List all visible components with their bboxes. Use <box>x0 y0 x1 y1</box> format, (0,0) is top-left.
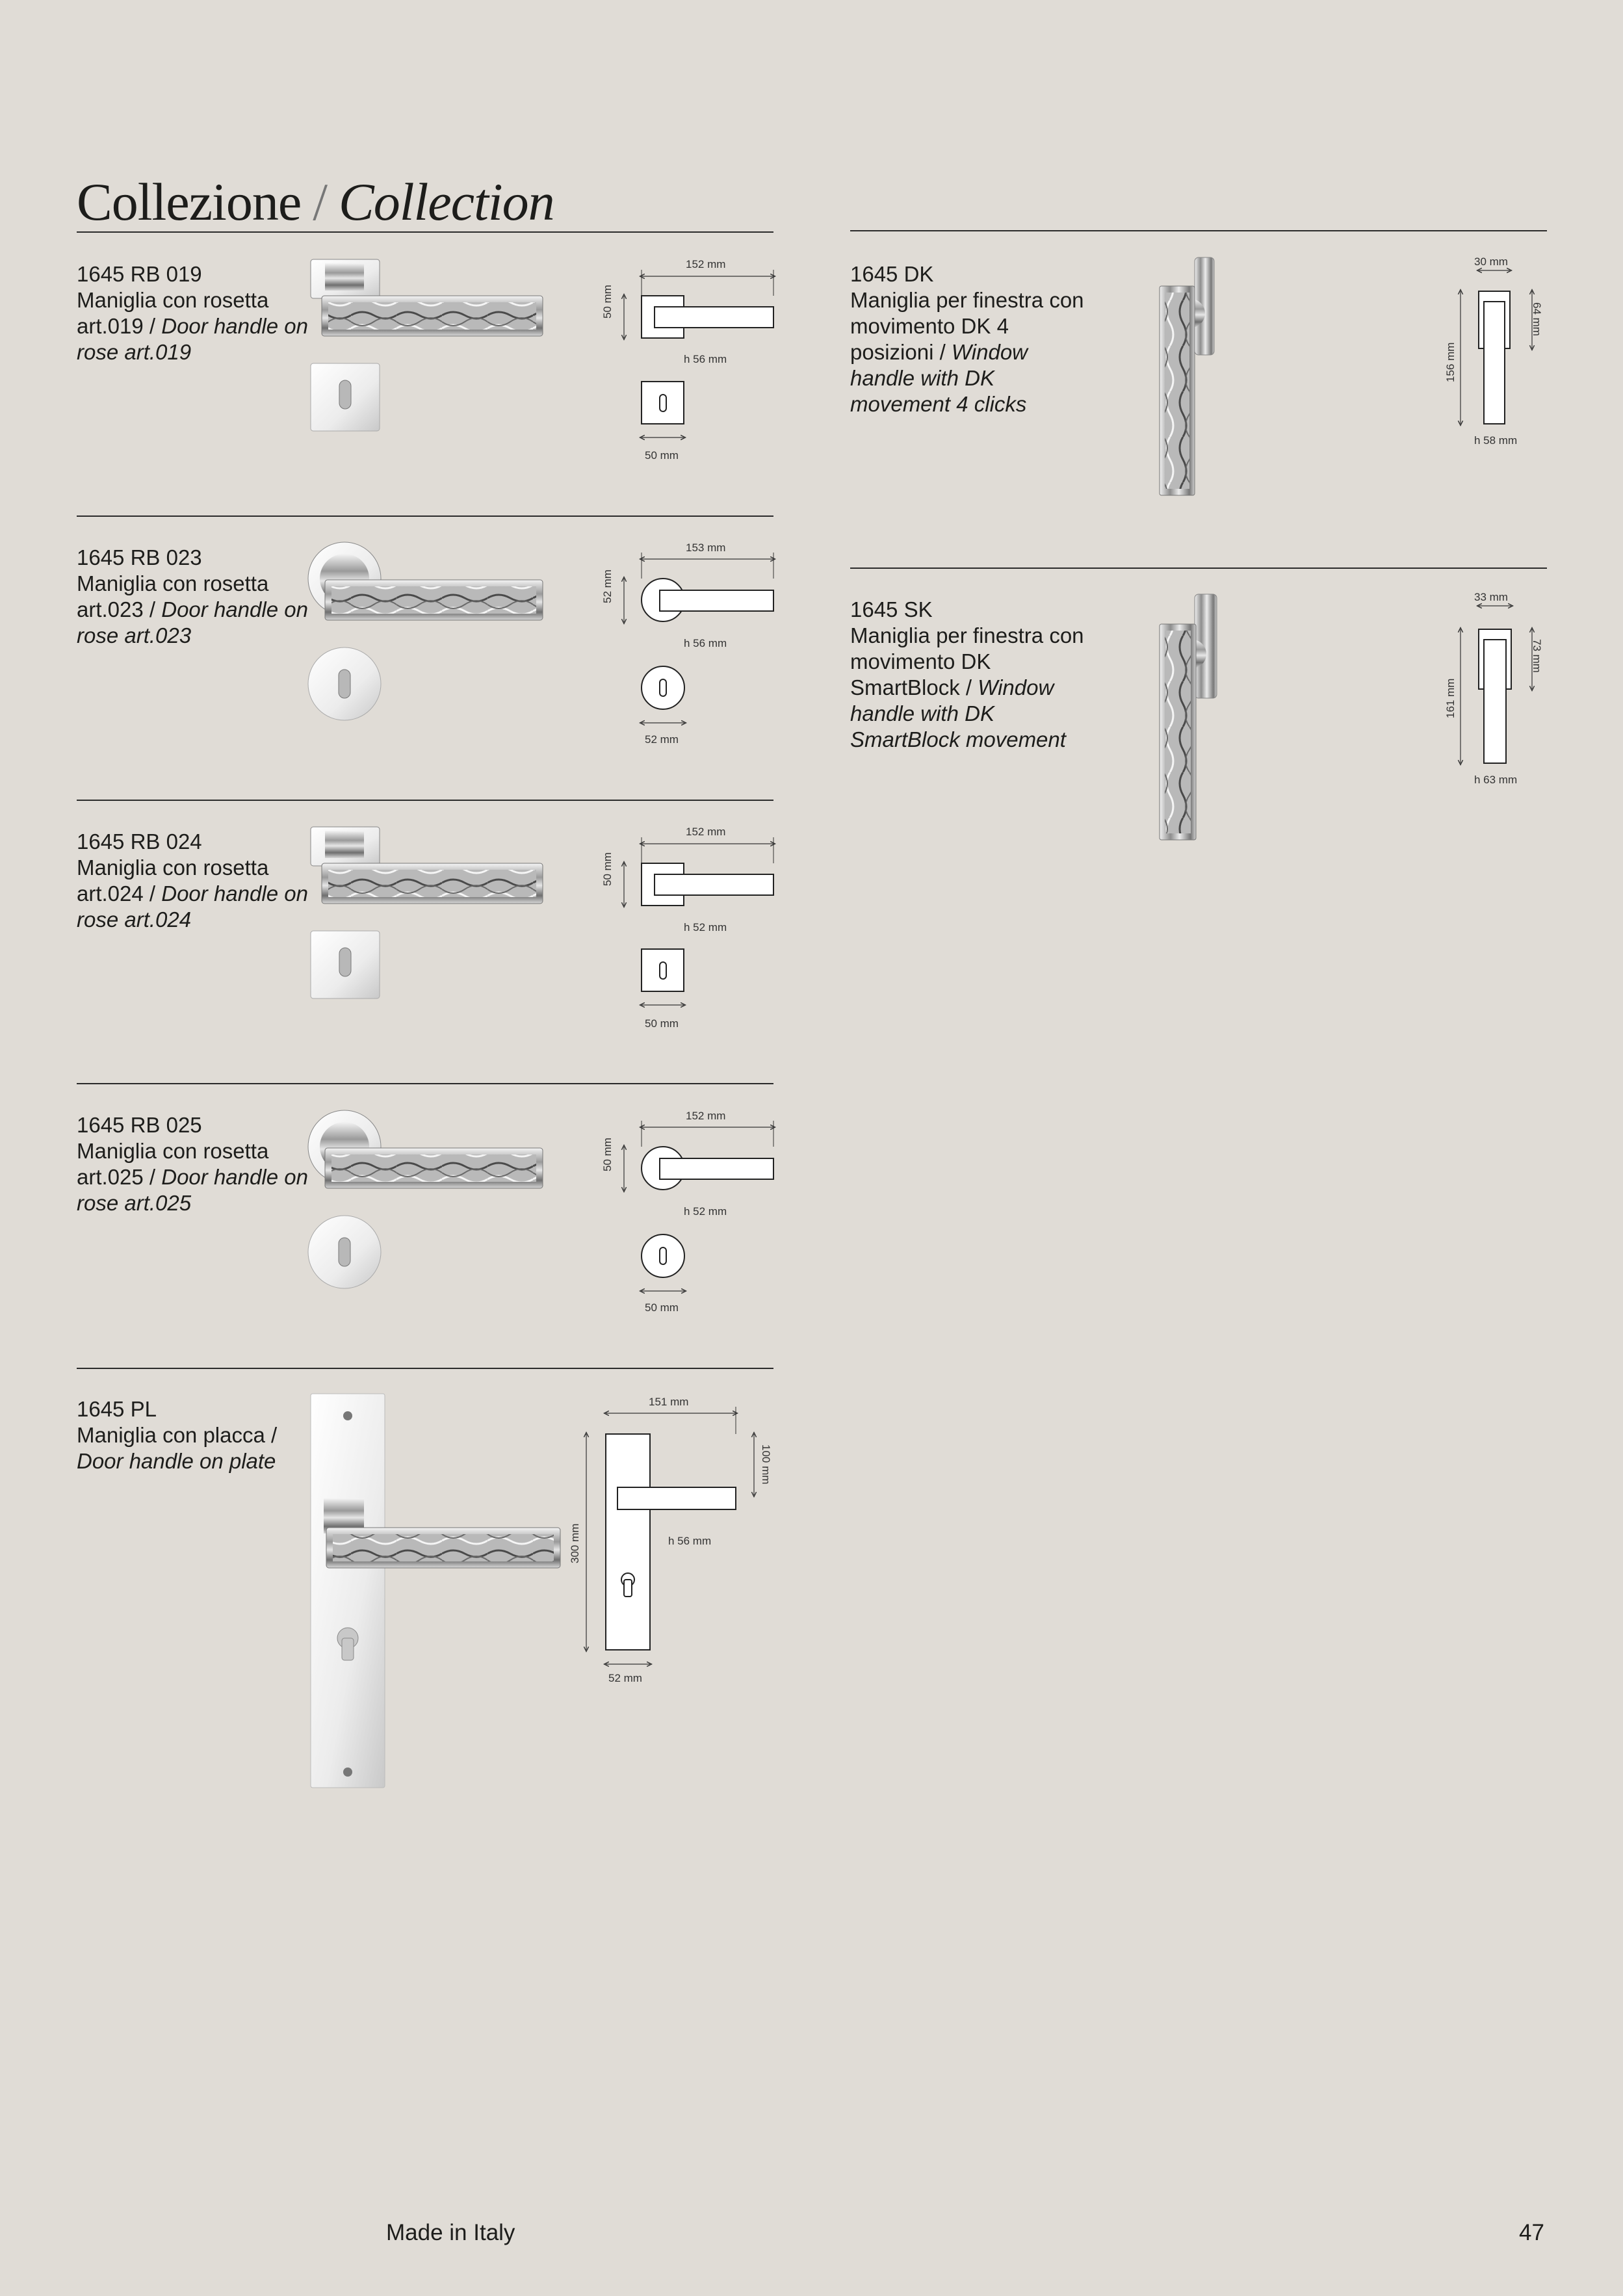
window-handle-photo <box>1150 590 1241 844</box>
description-english: Door handle on rose art.023 <box>77 597 308 647</box>
product-code: 1645 RB 023 <box>77 545 202 569</box>
description-english: Door handle on rose art.025 <box>77 1165 308 1215</box>
dimension-h: h 52 mm <box>684 1205 727 1218</box>
footer-made-in-italy: Made in Italy <box>386 2220 515 2245</box>
product-description <box>77 261 311 365</box>
handle-photo <box>305 540 552 728</box>
product-code: 1645 DK <box>850 262 934 286</box>
title-italian: Collezione <box>77 172 302 231</box>
description-italian: Maniglia con rosetta art.023 / <box>77 571 269 621</box>
description-english: Door handle on rose art.024 <box>77 881 308 932</box>
title-separator: / <box>313 172 328 231</box>
technical-drawing <box>1440 590 1570 798</box>
divider <box>850 230 1547 231</box>
dimension-plate: 52 mm <box>608 1672 642 1684</box>
dimension-height: 50 mm <box>601 285 614 319</box>
dimension-rose: 52 mm <box>645 733 679 746</box>
divider <box>77 515 773 517</box>
handle-photo <box>305 824 552 1006</box>
dimension-width: 30 mm <box>1474 255 1508 268</box>
dimension-rose: 50 mm <box>645 449 679 462</box>
dimension-h: h 56 mm <box>684 637 727 649</box>
dimension-height: 300 mm <box>569 1523 581 1563</box>
page-title <box>77 172 554 231</box>
dimension-h: h 56 mm <box>684 353 727 365</box>
description-english: Door handle on plate <box>77 1449 276 1473</box>
handle-photo <box>305 1391 591 1794</box>
dimension-height: 50 mm <box>601 852 614 886</box>
divider <box>77 231 773 233</box>
handle-photo <box>305 1108 552 1296</box>
dimension-height: 161 mm <box>1444 678 1457 718</box>
divider <box>77 800 773 801</box>
description-english: Window handle with DK SmartBlock movement <box>850 675 1066 751</box>
product-code: 1645 RB 024 <box>77 829 202 854</box>
dimension-width: 33 mm <box>1474 591 1508 603</box>
product-code: 1645 SK <box>850 597 933 621</box>
dimension-h: h 52 mm <box>684 921 727 933</box>
dimension-width: 153 mm <box>686 541 726 554</box>
product-description <box>77 1112 311 1216</box>
dimension-rose: 50 mm <box>645 1017 679 1030</box>
description-italian: Maniglia per finestra con movimento DK 4 posizioni / <box>850 288 1084 364</box>
window-handle-photo <box>1150 255 1241 502</box>
description-italian: Maniglia con rosetta art.025 / <box>77 1139 269 1189</box>
dimension-width: 152 mm <box>686 1110 726 1122</box>
dimension-rose: 50 mm <box>645 1301 679 1314</box>
divider <box>850 567 1547 569</box>
dimension-width: 151 mm <box>649 1396 689 1408</box>
product-code: 1645 RB 019 <box>77 262 202 286</box>
handle-photo <box>305 257 552 439</box>
description-italian: Maniglia con rosetta art.019 / <box>77 288 269 338</box>
description-italian: Maniglia con placca / <box>77 1423 278 1447</box>
dimension-h: h 58 mm <box>1474 434 1518 447</box>
dimension-width: 152 mm <box>686 258 726 270</box>
product-description <box>77 829 311 933</box>
product-code: 1645 RB 025 <box>77 1113 202 1137</box>
dimension-grip: 73 mm <box>1531 639 1543 673</box>
dimension-offset: 100 mm <box>760 1444 772 1485</box>
divider <box>77 1368 773 1369</box>
description-italian: Maniglia con rosetta art.024 / <box>77 855 269 906</box>
dimension-h: h 63 mm <box>1474 774 1518 786</box>
dimension-h: h 56 mm <box>668 1535 712 1547</box>
product-description <box>77 545 311 649</box>
dimension-height: 156 mm <box>1444 342 1457 382</box>
description-italian: Maniglia per finestra con movimento DK SmartBlock / <box>850 623 1084 699</box>
divider <box>77 1083 773 1084</box>
product-description <box>77 1396 311 1474</box>
product-code: 1645 PL <box>77 1397 157 1421</box>
page-number: 47 <box>1519 2220 1544 2245</box>
dimension-height: 50 mm <box>601 1138 614 1171</box>
technical-drawing <box>1440 255 1570 463</box>
product-description <box>850 597 1091 753</box>
description-english: Door handle on rose art.019 <box>77 314 308 364</box>
dimension-grip: 64 mm <box>1531 302 1543 336</box>
dimension-width: 152 mm <box>686 826 726 838</box>
dimension-height: 52 mm <box>601 569 614 603</box>
description-english: Window handle with DK movement 4 clicks <box>850 340 1028 416</box>
title-english: Collection <box>339 172 554 231</box>
product-description <box>850 261 1091 417</box>
